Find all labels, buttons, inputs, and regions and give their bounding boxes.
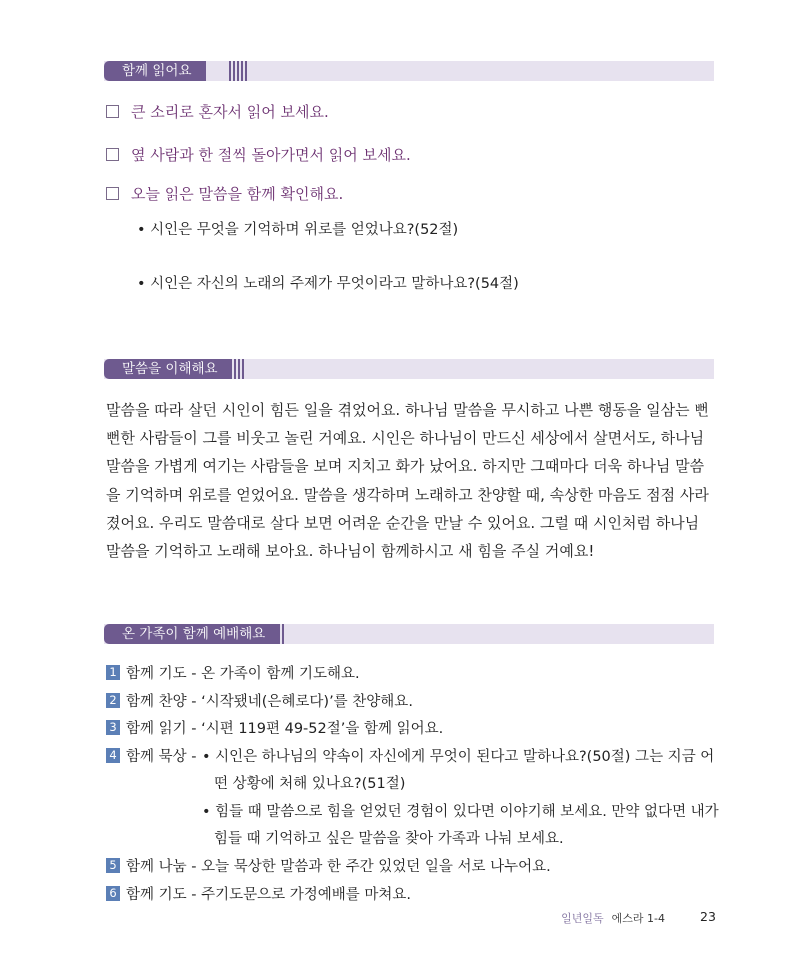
decorative-stripes — [229, 61, 247, 81]
step-text: 함께 찬양 - ‘시작됐네(은혜로다)’를 찬양해요. — [126, 694, 413, 710]
meditation-question: • 힘들 때 말씀으로 힘을 얻었던 경험이 있다면 이야기해 보세요. 만약 없다면 내가 — [202, 804, 719, 820]
footer-series: 일년일독 — [561, 912, 604, 925]
worship-step — [106, 662, 360, 683]
meditation-question: • 시인은 하나님의 약속이 자신에게 무엇이 된다고 말하나요?(50절) 그는 지금 어 — [202, 749, 715, 765]
step-text: 함께 기도 - 온 가족이 함께 기도해요. — [126, 666, 360, 682]
section-title: 온 가족이 함께 예배해요 — [104, 624, 279, 644]
step-number-badge: 5 — [106, 858, 120, 873]
checklist-item-label: 옆 사람과 한 절씩 돌아가면서 읽어 보세요. — [131, 146, 411, 164]
step-text: 함께 읽기 - ‘시편 119편 49-52절’을 함께 읽어요. — [126, 721, 444, 737]
decorative-stripes — [226, 359, 244, 379]
checklist-item-label: 오늘 읽은 말씀을 함께 확인해요. — [131, 185, 344, 203]
page-number: 23 — [700, 909, 716, 924]
step-number-badge: 4 — [106, 748, 120, 763]
step-number-badge: 2 — [106, 693, 120, 708]
section-header-understand — [104, 359, 714, 379]
worship-step — [106, 717, 443, 738]
checklist-item — [106, 101, 329, 122]
step-text: 함께 나눔 - 오늘 묵상한 말씀과 한 주간 있었던 일을 서로 나누어요. — [126, 859, 551, 875]
worship-step — [106, 883, 411, 904]
worship-step — [106, 745, 196, 766]
step-text: 함께 묵상 - — [126, 749, 197, 765]
worship-step — [106, 855, 551, 876]
footer-chapter: 에스라 1-4 — [611, 912, 665, 925]
step-number-badge: 3 — [106, 720, 120, 735]
step-text: 함께 기도 - 주기도문으로 가정예배를 마쳐요. — [126, 887, 412, 903]
question-bullet: • 시인은 자신의 노래의 주제가 무엇이라고 말하나요?(54절) — [137, 276, 519, 292]
worship-step — [106, 690, 413, 711]
checklist-item-label: 큰 소리로 혼자서 읽어 보세요. — [131, 103, 329, 121]
question-bullet: • 시인은 무엇을 기억하며 위로를 얻었나요?(52절) — [137, 222, 459, 238]
section-title: 말씀을 이해해요 — [104, 359, 232, 379]
step-number-badge: 1 — [106, 665, 120, 680]
section-title: 함께 읽어요 — [104, 61, 206, 81]
section-header-family-worship — [104, 624, 714, 644]
checkbox-icon[interactable] — [106, 187, 119, 200]
body-paragraph: 말씀을 따라 살던 시인이 힘든 일을 겪었어요. 하나님 말씀을 무시하고 나쁜 행동을 일삼는 뻔뻔한 사람들이 그를 비웃고 놀린 거예요. 시인은 하나님이 만드신 세상에서 살면서도, 하나님 말씀을 가볍게 여기는 사람들을 보며 지치고 화가 났어요. 하지만 그때마다 더욱 하나님 말씀을 기억하며 위로를 얻었어요. 말씀을 생각하며 노래하고 찬양할 때, 속상한 마음도 점점 사라졌어요. 우리도 말씀대로 살다 보면 어려운 순간을 만날 수 있어요. 그럴 때 시인처럼 하나님 말씀을 기억하고 노래해 보아요. 하나님이 함께하시고 새 힘을 주실 거예요! — [106, 401, 709, 561]
checklist-item — [106, 144, 411, 165]
decorative-stripes — [266, 624, 284, 644]
meditation-question: 힘들 때 기억하고 싶은 말씀을 찾아 가족과 나눠 보세요. — [214, 831, 564, 847]
section-header-read-together — [104, 61, 714, 81]
checkbox-icon[interactable] — [106, 105, 119, 118]
step-number-badge: 6 — [106, 886, 120, 901]
checkbox-icon[interactable] — [106, 148, 119, 161]
footer-running-title — [561, 910, 665, 926]
meditation-question: 떤 상황에 처해 있나요?(51절) — [214, 776, 406, 792]
checklist-item — [106, 183, 343, 204]
